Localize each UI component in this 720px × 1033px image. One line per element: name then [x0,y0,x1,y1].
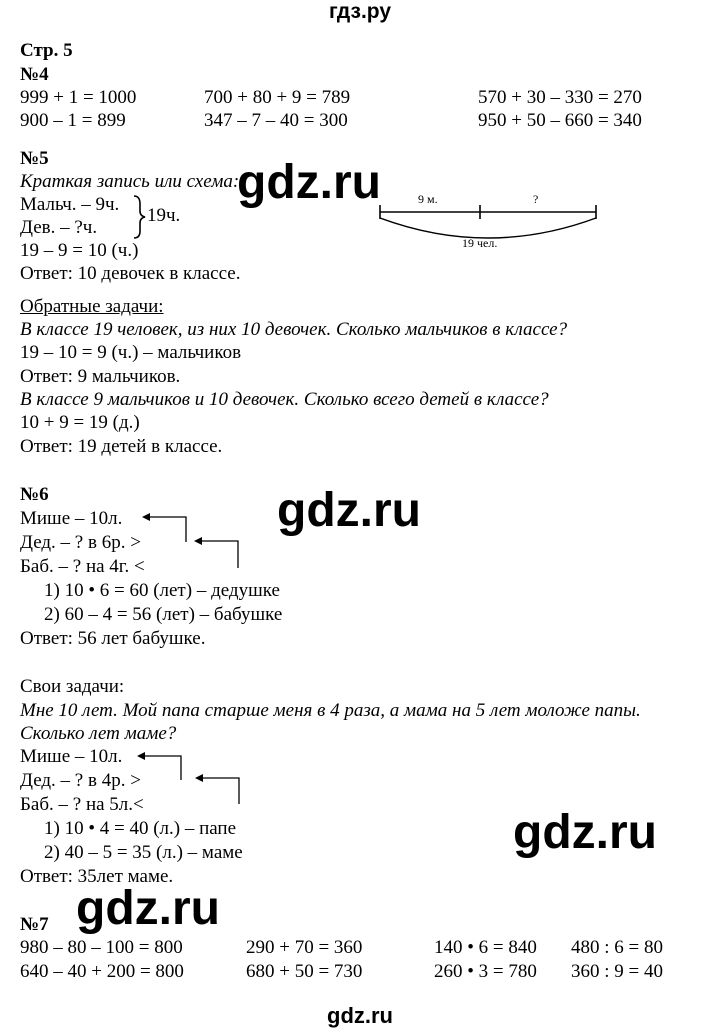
task5-scheme-caption: Краткая запись или схема: [20,171,240,192]
page-label: Стр. 5 [20,40,73,61]
task6-step1: 1) 10 • 6 = 60 (лет) – дедушке [44,580,280,601]
own-line2: Дед. – ? в 4р. > [20,770,141,791]
task5-total: 19ч. [147,205,181,226]
reverse1-calc: 19 – 10 = 9 (ч.) – мальчиков [20,342,242,363]
reverse1-answer: Ответ: 9 мальчиков. [20,366,181,387]
task7-r2-c4: 360 : 9 = 40 [571,961,663,982]
own-answer: Ответ: 35лет маме. [20,866,174,887]
task7-r1-c1: 980 – 80 – 100 = 800 [20,937,183,958]
watermark-4: gdz.ru [76,882,220,935]
task6-line3: Баб. – ? на 4г. < [20,556,145,577]
brace-shape [134,196,145,238]
own-arrow-2 [201,778,239,804]
task7-r1-c3: 140 • 6 = 840 [434,937,537,958]
watermark-2: gdz.ru [277,484,421,537]
arrow-grandpa-to-misha [148,517,186,542]
site-footer: gdz.ru [327,1003,393,1028]
task6-line2: Дед. – ? в 6р. > [20,532,141,553]
reverse2-calc: 10 + 9 = 19 (д.) [20,412,140,433]
reverse-title: Обратные задачи: [20,296,164,317]
arrowhead-1 [142,513,150,521]
task4-c2-r1: 700 + 80 + 9 = 789 [204,87,351,108]
task4-c2-r2: 347 – 7 – 40 = 300 [204,110,348,131]
segment-arc [380,218,596,238]
task7-r2-c3: 260 • 3 = 780 [434,961,537,982]
own-text1: Мне 10 лет. Мой папа старше меня в 4 раза, а мама на 5 лет моложе папы. [20,700,641,721]
site-header: гдз.ру [328,0,392,23]
own-step2: 2) 40 – 5 = 35 (л.) – маме [44,842,243,863]
task7-title: №7 [20,914,49,935]
task4-c3-r1: 570 + 30 – 330 = 270 [478,87,642,108]
arrowhead-2 [194,537,202,545]
task6-step2: 2) 60 – 4 = 56 (лет) – бабушке [44,604,283,625]
own-title: Свои задачи: [20,676,125,697]
watermark-1: gdz.ru [237,156,381,209]
task7-r2-c1: 640 – 40 + 200 = 800 [20,961,184,982]
diagram-right-label: ? [533,192,539,206]
task6-line1: Мише – 10л. [20,508,123,529]
arrow-grandma-to-grandpa [200,541,238,568]
diagram-left-label: 9 м. [418,192,438,206]
task4-title: №4 [20,64,49,85]
task6-title: №6 [20,484,49,505]
own-line1: Мише – 10л. [20,746,123,767]
task6-answer: Ответ: 56 лет бабушке. [20,628,206,649]
task7-r1-c4: 480 : 6 = 80 [571,937,663,958]
reverse1-text: В классе 19 человек, из них 10 девочек. Сколько мальчиков в классе? [20,319,568,340]
reverse2-answer: Ответ: 19 детей в классе. [20,436,223,457]
own-text2: Сколько лет маме? [20,723,177,744]
task4-c3-r2: 950 + 50 – 660 = 340 [478,110,642,131]
task7-r2-c2: 680 + 50 = 730 [246,961,363,982]
own-arrow-1 [143,756,181,780]
own-arrowhead-2 [195,774,203,782]
task7-r1-c2: 290 + 70 = 360 [246,937,363,958]
watermark-3: gdz.ru [513,806,657,859]
reverse2-text: В классе 9 мальчиков и 10 девочек. Сколько всего детей в классе? [20,389,549,410]
own-line3: Баб. – ? на 5л.< [20,794,144,815]
own-arrowhead-1 [137,752,145,760]
task4-c1-r2: 900 – 1 = 899 [20,110,126,131]
own-step1: 1) 10 • 4 = 40 (л.) – папе [44,818,237,839]
task5-boys: Мальч. – 9ч. [20,194,120,215]
task5-title: №5 [20,148,49,169]
task4-c1-r1: 999 + 1 = 1000 [20,87,137,108]
task5-answer: Ответ: 10 девочек в классе. [20,263,241,284]
task5-girls: Дев. – ?ч. [20,217,98,238]
diagram-bottom-label: 19 чел. [462,236,498,250]
task5-calc: 19 – 9 = 10 (ч.) [20,240,139,261]
